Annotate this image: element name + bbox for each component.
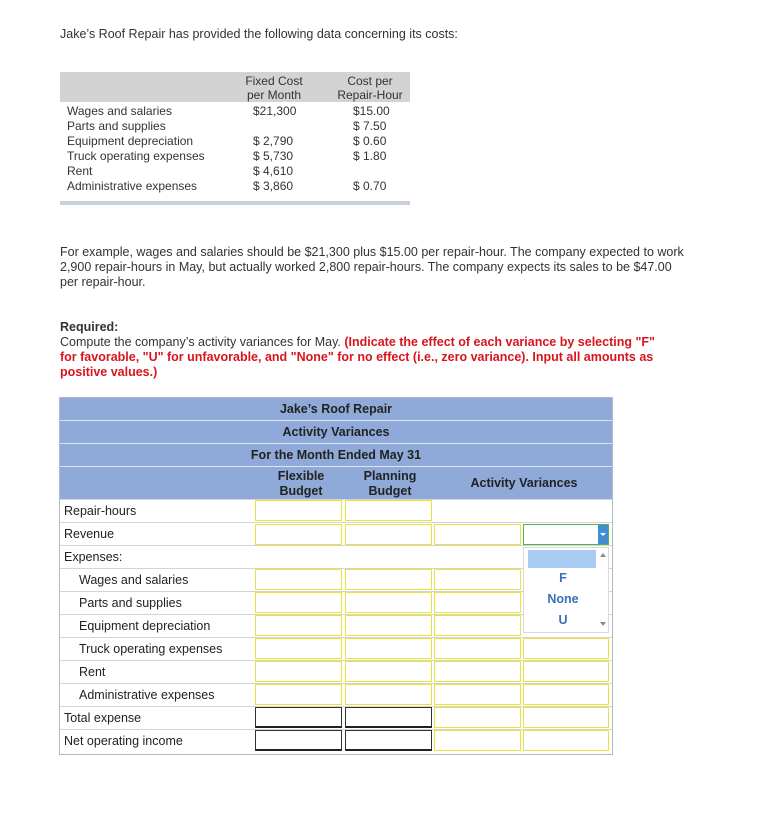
truck-variance-input[interactable]: [434, 638, 521, 659]
dropdown-option-u[interactable]: U: [558, 613, 568, 627]
flexible-budget-header: Flexible Budget: [277, 469, 325, 498]
flexible-budget-equipment-input[interactable]: [255, 615, 342, 636]
fixed-cost-value: $ 4,610: [253, 164, 294, 178]
planning-budget-rent-input[interactable]: [345, 661, 432, 682]
admin-variance-input[interactable]: [434, 684, 521, 705]
planning-budget-admin-input[interactable]: [345, 684, 432, 705]
worksheet-company-name: Jake’s Roof Repair: [279, 402, 393, 416]
noi-variance-input[interactable]: [434, 730, 521, 751]
flexible-budget-repair-hours-input[interactable]: [255, 500, 342, 521]
cost-row-label: Wages and salaries: [67, 104, 172, 118]
flexible-budget-wages-input[interactable]: [255, 569, 342, 590]
planning-budget-total-expense-input[interactable]: [345, 707, 432, 728]
dropdown-scrollbar[interactable]: [598, 548, 608, 632]
flexible-budget-total-expense-input[interactable]: [255, 707, 342, 728]
row-label: Expenses:: [64, 550, 123, 564]
planning-budget-revenue-input[interactable]: [345, 524, 432, 545]
per-hour-cost-value: $ 0.70: [353, 179, 387, 193]
per-hour-cost-value: $ 7.50: [353, 119, 387, 133]
per-hour-cost-value: $15.00: [353, 104, 390, 118]
example-paragraph: For example, wages and salaries should be $21,300 plus $15.00 per repair-hour. The company expected to work 2,900 repair-hours in May, but actually worked 2,800 repair-hours. The company expects its sales to be $47.00 per repair-hour.: [60, 245, 684, 289]
worksheet-company-row: [60, 398, 612, 421]
cost-row-label: Truck operating expenses: [67, 149, 205, 163]
revenue-variance-input[interactable]: [434, 524, 521, 545]
noi-effect-select[interactable]: [523, 730, 609, 751]
row-label: Equipment depreciation: [79, 619, 211, 633]
flexible-budget-noi-input[interactable]: [255, 730, 342, 751]
required-heading: Required:: [60, 320, 119, 334]
row-label: Truck operating expenses: [79, 642, 223, 656]
fixed-cost-column-header: Fixed Cost per Month: [245, 74, 303, 102]
activity-variances-header: Activity Variances: [470, 476, 578, 490]
planning-budget-header: Planning Budget: [363, 469, 417, 498]
planning-budget-truck-input[interactable]: [345, 638, 432, 659]
dropdown-option-blank[interactable]: [528, 550, 596, 568]
fixed-cost-value: $ 3,860: [253, 179, 294, 193]
admin-variance-effect-select[interactable]: [523, 684, 609, 705]
row-label: Repair-hours: [64, 504, 137, 518]
planning-budget-wages-input[interactable]: [345, 569, 432, 590]
total-expense-effect-select[interactable]: [523, 707, 609, 728]
parts-variance-input[interactable]: [434, 592, 521, 613]
chevron-down-icon[interactable]: [598, 525, 608, 544]
cost-per-hour-column-header: Cost per Repair-Hour: [337, 74, 403, 102]
cost-row-label: Rent: [67, 164, 93, 178]
flexible-budget-revenue-input[interactable]: [255, 524, 342, 545]
intro-text: Jake’s Roof Repair has provided the following data concerning its costs:: [60, 27, 458, 41]
row-label: Wages and salaries: [79, 573, 189, 587]
cost-table-bottom-rule: [60, 201, 410, 205]
worksheet-period-row: [60, 444, 612, 467]
planning-budget-equipment-input[interactable]: [345, 615, 432, 636]
cost-row-label: Equipment depreciation: [67, 134, 194, 148]
fixed-cost-value: $ 2,790: [253, 134, 294, 148]
row-label: Administrative expenses: [79, 688, 215, 702]
row-label: Parts and supplies: [79, 596, 182, 610]
worksheet-period: For the Month Ended May 31: [250, 448, 422, 462]
worksheet-title: Activity Variances: [282, 425, 390, 439]
rent-variance-effect-select[interactable]: [523, 661, 609, 682]
rent-variance-input[interactable]: [434, 661, 521, 682]
total-expense-variance-input[interactable]: [434, 707, 521, 728]
fixed-cost-value: $21,300: [253, 104, 297, 118]
required-red-instruction: (Indicate the effect of each variance by selecting "F" for favorable, "U" for unfavorable, and "None" for no effect (i.e., zero variance). Input all amounts as positive values.): [60, 335, 655, 379]
dropdown-option-f[interactable]: F: [559, 571, 567, 585]
row-label: Total expense: [64, 711, 142, 725]
wages-variance-input[interactable]: [434, 569, 521, 590]
planning-budget-repair-hours-input[interactable]: [345, 500, 432, 521]
scroll-up-icon[interactable]: [600, 553, 606, 557]
flexible-budget-parts-input[interactable]: [255, 592, 342, 613]
row-label: Rent: [79, 665, 106, 679]
flexible-budget-rent-input[interactable]: [255, 661, 342, 682]
fixed-cost-value: $ 5,730: [253, 149, 294, 163]
flexible-budget-admin-input[interactable]: [255, 684, 342, 705]
planning-budget-parts-input[interactable]: [345, 592, 432, 613]
cost-row-label: Parts and supplies: [67, 119, 166, 133]
required-text: Compute the company’s activity variances for May.: [60, 335, 345, 349]
equipment-variance-input[interactable]: [434, 615, 521, 636]
per-hour-cost-value: $ 1.80: [353, 149, 387, 163]
worksheet-title-row: [60, 421, 612, 444]
scroll-down-icon[interactable]: [600, 622, 606, 626]
row-label: Net operating income: [64, 734, 183, 748]
row-label: Revenue: [64, 527, 115, 541]
revenue-effect-select[interactable]: [523, 524, 609, 545]
truck-variance-effect-select[interactable]: [523, 638, 609, 659]
planning-budget-noi-input[interactable]: [345, 730, 432, 751]
required-instructions: [60, 335, 660, 380]
cost-row-label: Administrative expenses: [67, 179, 198, 193]
effect-dropdown-list: [523, 547, 609, 633]
per-hour-cost-value: $ 0.60: [353, 134, 387, 148]
dropdown-option-none[interactable]: None: [547, 592, 579, 606]
flexible-budget-truck-input[interactable]: [255, 638, 342, 659]
